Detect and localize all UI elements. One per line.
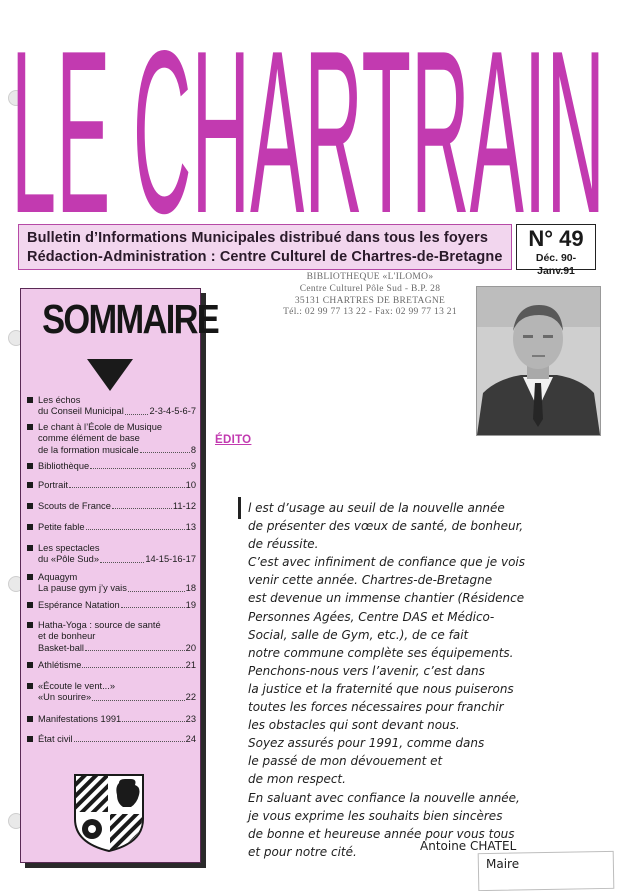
toc-entry [38,620,196,654]
toc-dot-leader [125,406,149,414]
toc-dot-leader [128,583,185,591]
toc-label: Basket-ball [38,642,84,653]
toc-entry [38,660,196,671]
edito-heading: ÉDITO [215,434,252,446]
sommaire-title: SOMMAIRE [42,296,219,342]
toc-dot-leader [100,554,144,562]
toc-bullet [27,602,33,608]
mayor-portrait-photo [476,286,601,436]
toc-label: Scouts de France [38,501,111,511]
signature-title: Maire [486,857,520,871]
toc-bullet [27,574,33,580]
toc-leader-row [38,643,196,654]
toc-leader-row [38,600,196,611]
toc-entry [38,681,196,704]
masthead-title: LE CHARTRAIN [11,3,605,220]
toc-bullet [27,683,33,689]
toc-bullet [27,622,33,628]
toc-page-number: 21 [185,660,196,670]
toc-entry [38,480,196,491]
toc-line: Aquagym [38,572,78,582]
stamp-line-1: BIBLIOTHEQUE «L'ILOMO» [306,272,434,282]
edito-line: de mon respect. [248,772,346,787]
toc-dot-leader [92,692,184,700]
masthead [8,2,608,220]
edito-line: de présenter des vœux de santé, de bonheur, [248,519,524,534]
toc-leader-row [38,501,196,512]
toc-label: «Un sourire» [38,692,92,703]
toc-leader-row [38,445,196,456]
toc-page-number: 20 [185,642,196,653]
toc-leader-row [38,714,196,725]
toc-leader-row [38,660,196,671]
edito-line: toutes les forces nécessaires pour franchir [248,700,504,715]
toc-entry [38,600,196,611]
toc-leader-row [38,692,196,703]
toc-label: Portrait [38,480,68,490]
toc-bullet [27,463,33,469]
toc-page-number: 23 [185,714,196,724]
edito-line: la justice et la fraternité que nous puiserons [248,681,514,696]
toc-entry [38,395,196,418]
stamp-line-2: Centre Culturel Pôle Sud - B.P. 28 [299,283,441,294]
stamp-line-3: 35131 CHARTRES DE BRETAGNE [294,295,446,306]
signature-name: Antoine CHATEL [420,839,517,853]
down-triangle-icon [87,359,133,391]
toc-entry [38,501,196,512]
edito-line: les obstacles qui sont devant nous. [248,718,460,733]
toc-page-number: 10 [185,480,196,490]
banner-line-2: Rédaction-Administration : Centre Culturel de Chartres-de-Bretagne [27,249,503,265]
sommaire-panel [20,288,219,863]
toc-dot-leader [86,522,185,530]
toc-page-number: 19 [185,600,196,610]
toc-entry [38,522,196,533]
toc-line: Les échos [38,395,81,405]
edito-line: Penchons-nous vers l’avenir, c’est dans [248,663,485,678]
toc-page-number: 9 [190,461,196,471]
toc-dot-leader [69,480,185,488]
toc-leader-row [38,406,196,417]
toc-label: du Conseil Municipal [38,406,124,417]
edito-line: Soyez assurés pour 1991, comme dans [248,736,485,751]
issue-number: N° 49 [528,226,584,251]
toc-line: comme élément de base [38,433,140,444]
toc-dot-leader [74,734,185,742]
toc-label: La pause gym j’y vais [38,583,127,594]
toc-line: «Écoute le vent...» [38,681,116,691]
toc-dot-leader [140,445,190,453]
toc-leader-row [38,583,196,594]
toc-label: Athlétisme [38,660,82,670]
edito-line: venir cette année. Chartres-de-Bretagne [248,573,493,588]
toc-leader-row [38,522,196,533]
edito-line: Personnes Agées, Centre DAS et Médico- [248,609,495,624]
edito-drop-cap [238,497,241,519]
edito-line: le passé de mon dévouement et [248,754,443,769]
edito-line: est devenue un immense chantier (Résidence [248,591,525,606]
toc-line: et de bonheur [38,631,96,642]
toc-bullet [27,503,33,509]
toc-page-number: 18 [185,583,196,594]
toc-label: Manifestations 1991 [38,714,122,724]
toc-dot-leader [90,461,190,469]
toc-bullet [27,716,33,722]
banner-line-1: Bulletin d’Informations Municipales distribué dans tous les foyers [27,230,489,246]
toc-page-number: 13 [185,522,196,532]
edito-text [248,499,620,861]
toc-label: Petite fable [38,522,85,532]
toc-leader-row [38,480,196,491]
toc-label: Bibliothèque [38,461,90,471]
toc-bullet [27,736,33,742]
toc-label: État civil [38,734,73,744]
toc-entry [38,734,196,745]
edito-line: je vous exprime les souhaits bien sincères [248,808,503,823]
edito-line: et pour notre cité. [248,844,357,859]
toc-line: Le chant à l’École de Musique [38,422,163,432]
library-stamp [250,272,490,319]
toc-line: Les spectacles [38,543,100,553]
toc-entry [38,422,196,456]
edito-line: C’est avec infiniment de confiance que je vois [248,555,526,570]
town-coat-of-arms [73,773,145,853]
toc-bullet [27,545,33,551]
portrait-image [477,287,600,435]
edito-line: de réussite. [248,537,319,552]
toc-leader-row [38,461,196,472]
toc-dot-leader [121,600,185,608]
toc-leader-row [38,734,196,745]
toc-dot-leader [85,643,185,651]
toc-bullet [27,397,33,403]
toc-bullet [27,662,33,668]
edito-line: de bonne et heureuse année pour vous tous [248,826,515,841]
edito-line: notre commune complète ses équipements. [248,645,514,660]
toc-page-number: 8 [190,444,196,455]
faded-archive-stamp [478,851,615,891]
toc-bullet [27,524,33,530]
stamp-line-4: Tél.: 02 99 77 13 22 - Fax: 02 99 77 13 21 [283,307,457,318]
toc-entry [38,714,196,725]
toc-entry [38,543,196,566]
subtitle-banner [18,224,512,270]
toc-label: du «Pôle Sud» [38,554,99,565]
toc-entry [38,461,196,472]
toc-dot-leader [82,660,184,668]
toc-dot-leader [112,501,172,509]
toc-page-number: 14-15-16-17 [145,554,196,565]
toc-label: Espérance Natation [38,600,120,610]
toc-leader-row [38,554,196,565]
toc-bullet [27,424,33,430]
toc-page-number: 11-12 [172,501,196,511]
issue-dates: Déc. 90-Janv.91 [535,252,577,277]
edito-line: Social, salle de Gym, etc.), de ce fait [248,627,469,642]
toc-entry [38,572,196,595]
toc-page-number: 2-3-4-5-6-7 [149,406,196,417]
issue-box [516,224,596,277]
toc-label: de la formation musicale [38,444,139,455]
edito-line: En saluant avec confiance la nouvelle année, [248,790,520,805]
edito-line: l est d’usage au seuil de la nouvelle année [248,501,505,515]
toc-bullet [27,482,33,488]
toc-page-number: 24 [185,734,196,744]
toc-page-number: 22 [185,692,196,703]
toc-line: Hatha-Yoga : source de santé [38,620,161,630]
toc-dot-leader [122,714,184,722]
